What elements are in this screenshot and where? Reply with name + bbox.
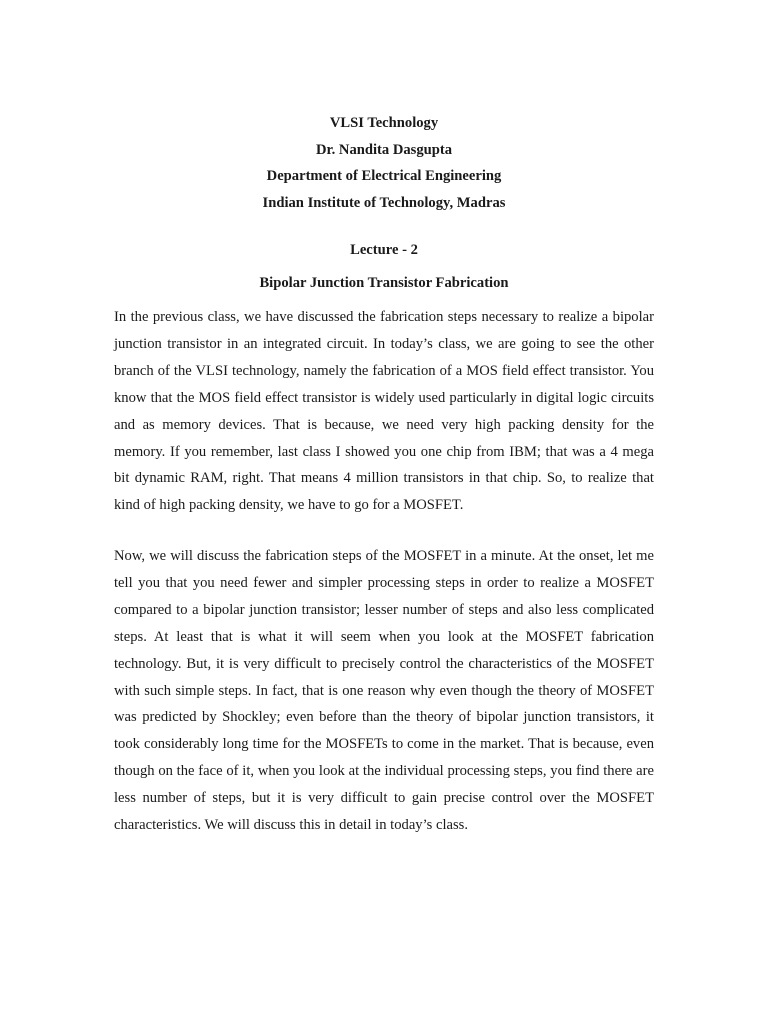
- lecture-number: Lecture - 2: [350, 242, 418, 258]
- lecture-title: Bipolar Junction Transistor Fabrication: [259, 275, 509, 291]
- course-title: VLSI Technology: [329, 115, 439, 131]
- document-header: [0, 110, 768, 216]
- instructor-name: Dr. Nandita Dasgupta: [315, 141, 453, 158]
- department-name: Department of Electrical Engineering: [266, 168, 502, 184]
- paragraph-2: Now, we will discuss the fabrication steps of the MOSFET in a minute. At the onset, let me tell you that you need fewer and simpler processing steps in order to realize a MOSFET compared to a bipolar junction transistor; lesser number of steps and also less complicated steps. At least that is what it will seem when you look at the MOSFET fabrication technology. But, it is very difficult to precisely control the characteristics of the MOSFET with such simple steps. In fact, that is one reason why even though the theory of MOSFET was predicted by Shockley; even before than the theory of bipolar junction transistors, it took considerably long time for the MOSFETs to come in the market. That is because, even though on the face of it, when you look at the individual processing steps, you find there are less number of steps, but it is very difficult to gain precise control over the MOSFET characteristics. We will discuss this in detail in today’s class.: [114, 548, 654, 834]
- institute-name: Indian Institute of Technology, Madras: [262, 194, 506, 211]
- paragraph-1: In the previous class, we have discussed the fabrication steps necessary to realize a bipolar junction transistor in an integrated circuit. In today’s class, we are going to see the other branch of the VLSI technology, namely the fabrication of a MOS field effect transistor. You know that the MOS field effect transistor is widely used particularly in digital logic circuits and as memory devices. That is because, we need very high packing density for the memory. If you remember, last class I showed you one chip from IBM; that was a 4 mega bit dynamic RAM, right. That means 4 million transistors in that chip. So, to realize that kind of high packing density, we have to go for a MOSFET.: [114, 309, 654, 514]
- lecture-heading: [0, 234, 768, 300]
